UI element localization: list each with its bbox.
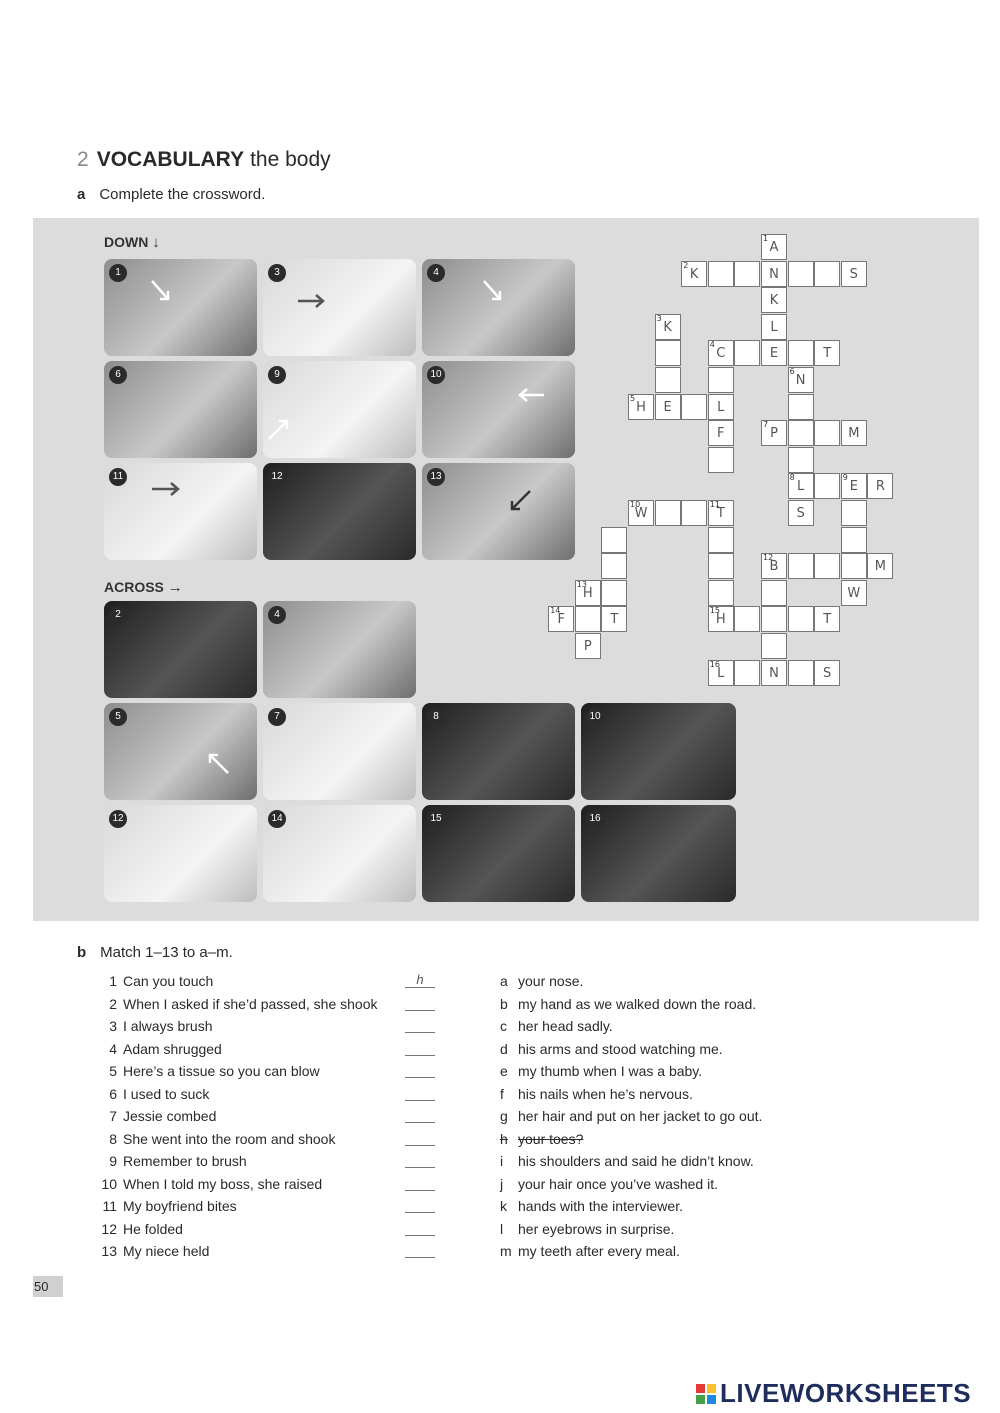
item-text: your toes? xyxy=(518,1130,584,1147)
item-number: 6 xyxy=(109,1085,117,1102)
picture-number: 7 xyxy=(268,708,286,726)
crossword-cell[interactable] xyxy=(601,606,627,632)
across-picture-16 xyxy=(581,805,736,902)
item-letter: l xyxy=(500,1220,504,1237)
down-label xyxy=(104,234,160,251)
crossword-cell[interactable] xyxy=(708,606,734,632)
cell-letter: S xyxy=(849,266,858,282)
across-picture-15 xyxy=(422,805,575,902)
cell-letter: N xyxy=(769,266,779,282)
clue-number: 4 xyxy=(709,340,715,350)
cell-letter: L xyxy=(717,665,725,681)
across-picture-2 xyxy=(104,601,257,698)
clue-number: 12 xyxy=(763,553,774,563)
across-picture-7 xyxy=(263,703,416,800)
item-number: 2 xyxy=(109,995,117,1012)
crossword-cell[interactable] xyxy=(814,473,840,499)
crossword-cell[interactable] xyxy=(814,420,840,446)
crossword-cell[interactable] xyxy=(681,261,707,287)
item-text: When I asked if she’d passed, she shook xyxy=(123,995,378,1012)
item-text: his shoulders and said he didn’t know. xyxy=(518,1153,754,1169)
item-letter: i xyxy=(500,1153,504,1169)
match-left-item xyxy=(97,1240,497,1263)
across-picture-8 xyxy=(422,703,575,800)
cell-letter: R xyxy=(875,479,885,495)
down-picture-1 xyxy=(104,259,257,356)
crossword-cell[interactable] xyxy=(708,261,734,287)
item-text: I used to suck xyxy=(123,1085,210,1102)
item-text: Adam shrugged xyxy=(123,1040,222,1057)
crossword-cell[interactable] xyxy=(761,261,787,287)
answer-blank[interactable] xyxy=(405,1086,435,1101)
arrow-right-icon: → xyxy=(167,579,183,596)
cell-letter: A xyxy=(769,240,779,255)
page-number: 50 xyxy=(33,1276,63,1297)
match-right-item xyxy=(500,1240,960,1263)
crossword-cell[interactable] xyxy=(841,580,867,606)
picture-number: 12 xyxy=(268,468,286,486)
crossword-cell[interactable] xyxy=(867,473,893,499)
match-right-item xyxy=(500,1218,960,1241)
crossword-cell[interactable] xyxy=(788,261,814,287)
across-picture-14 xyxy=(263,805,416,902)
clue-number: 2 xyxy=(683,260,689,270)
cell-letter: M xyxy=(848,426,860,442)
crossword-cell[interactable] xyxy=(761,553,787,579)
item-letter: g xyxy=(500,1108,508,1124)
answer-blank[interactable] xyxy=(405,1108,435,1123)
crossword-cell[interactable] xyxy=(628,500,654,526)
match-left-item xyxy=(97,1060,497,1083)
crossword-cell[interactable] xyxy=(841,473,867,499)
clue-number: 10 xyxy=(630,500,641,509)
cell-letter: H xyxy=(715,612,726,628)
clue-number: 11 xyxy=(709,500,720,509)
cell-letter: H xyxy=(582,585,593,601)
item-letter: k xyxy=(500,1198,507,1214)
crossword-cell[interactable] xyxy=(655,314,681,340)
clue-number: 1 xyxy=(763,234,769,243)
picture-number: 5 xyxy=(109,708,127,726)
cell-letter: P xyxy=(583,639,592,654)
clue-number: 7 xyxy=(763,420,769,430)
crossword-cell[interactable] xyxy=(761,420,787,446)
picture-number: 3 xyxy=(268,264,286,282)
crossword-cell[interactable] xyxy=(841,527,867,553)
part-a-instruction xyxy=(77,186,265,203)
crossword-cell[interactable] xyxy=(708,340,734,366)
cell-letter: E xyxy=(663,399,672,415)
cell-letter: P xyxy=(770,426,778,442)
match-right-item xyxy=(500,1105,960,1128)
cell-letter: F xyxy=(717,426,725,442)
picture-number: 4 xyxy=(427,264,445,282)
clue-number: 15 xyxy=(709,606,720,616)
cell-letter: T xyxy=(610,612,619,628)
crossword-cell[interactable] xyxy=(814,660,840,686)
down-picture-6 xyxy=(104,361,257,458)
picture-number: 16 xyxy=(586,810,604,828)
item-letter: h xyxy=(500,1130,508,1147)
match-right-item xyxy=(500,993,960,1016)
item-text: Remember to brush xyxy=(123,1153,247,1169)
cell-letter: S xyxy=(823,665,832,681)
item-text: She went into the room and shook xyxy=(123,1130,336,1147)
match-right-item xyxy=(500,1038,960,1061)
match-left-item xyxy=(97,1150,497,1173)
down-label-text: DOWN xyxy=(104,234,149,250)
clue-number: 13 xyxy=(576,579,587,589)
section-heading: VOCABULARY xyxy=(96,148,245,171)
item-number: 11 xyxy=(102,1198,117,1214)
crossword-cell[interactable] xyxy=(708,394,734,420)
item-number: 3 xyxy=(109,1018,117,1034)
footer-logo xyxy=(696,1378,971,1409)
down-picture-4 xyxy=(422,259,575,356)
picture-number: 6 xyxy=(109,366,127,384)
across-picture-10 xyxy=(581,703,736,800)
crossword-cell[interactable] xyxy=(681,500,707,526)
item-text: her hair and put on her jacket to go out. xyxy=(518,1108,763,1124)
picture-number: 8 xyxy=(427,708,445,726)
clue-number: 3 xyxy=(656,313,662,323)
across-picture-4 xyxy=(263,601,416,698)
crossword-cell[interactable] xyxy=(761,660,787,686)
crossword-cell[interactable] xyxy=(708,660,734,686)
picture-number: 4 xyxy=(268,606,286,624)
item-text: my hand as we walked down the road. xyxy=(518,995,757,1012)
across-picture-5 xyxy=(104,703,257,800)
across-label xyxy=(104,579,183,596)
cell-letter: W xyxy=(847,585,861,601)
item-letter: c xyxy=(500,1018,507,1034)
item-text: Jessie combed xyxy=(123,1108,217,1124)
item-text: his arms and stood watching me. xyxy=(518,1040,723,1057)
section-topic: the body xyxy=(250,148,331,171)
crossword-cell[interactable] xyxy=(708,447,734,473)
crossword-cell[interactable] xyxy=(814,261,840,287)
item-number: 10 xyxy=(101,1175,117,1192)
match-right-item xyxy=(500,1173,960,1196)
match-right-item xyxy=(500,1150,960,1173)
down-picture-13 xyxy=(422,463,575,560)
across-picture-12 xyxy=(104,805,257,902)
item-number: 8 xyxy=(109,1130,117,1147)
cell-letter: M xyxy=(874,559,886,575)
picture-number: 13 xyxy=(427,468,445,486)
crossword-cell[interactable] xyxy=(761,287,787,313)
item-text: hands with the interviewer. xyxy=(518,1198,683,1214)
item-letter: j xyxy=(500,1175,504,1192)
down-picture-11 xyxy=(104,463,257,560)
crossword-cell[interactable] xyxy=(867,553,893,579)
item-number: 4 xyxy=(109,1040,117,1057)
match-right-item xyxy=(500,1015,960,1038)
crossword-cell[interactable] xyxy=(708,367,734,393)
crossword-cell[interactable] xyxy=(708,500,734,526)
answer-blank[interactable] xyxy=(405,1243,435,1258)
item-text: He folded xyxy=(123,1220,183,1237)
crossword-cell[interactable] xyxy=(761,633,787,659)
picture-number: 10 xyxy=(427,366,445,384)
answer-blank[interactable] xyxy=(405,1131,435,1146)
match-right-item xyxy=(500,1195,960,1218)
item-text: When I told my boss, she raised xyxy=(123,1175,323,1192)
cell-letter: K xyxy=(769,293,779,309)
item-letter: d xyxy=(500,1040,508,1057)
clue-number: 6 xyxy=(789,367,795,376)
picture-number: 10 xyxy=(586,708,604,726)
match-left-item xyxy=(97,1105,497,1128)
cell-letter: L xyxy=(717,399,725,415)
item-number: 12 xyxy=(101,1220,117,1237)
item-text: your hair once you’ve washed it. xyxy=(518,1175,718,1192)
part-a-text: Complete the crossword. xyxy=(99,186,266,203)
answer-blank[interactable] xyxy=(405,1041,435,1056)
item-number: 13 xyxy=(101,1243,117,1259)
cell-letter: S xyxy=(796,506,805,521)
crossword-cell[interactable] xyxy=(734,606,760,632)
picture-number: 12 xyxy=(109,810,127,828)
down-picture-9 xyxy=(263,361,416,458)
crossword-cell[interactable] xyxy=(655,367,681,393)
part-a-letter: a xyxy=(77,186,86,203)
match-left-item xyxy=(97,993,497,1016)
crossword-cell[interactable] xyxy=(655,500,681,526)
picture-number: 2 xyxy=(109,606,127,624)
item-text: his nails when he’s nervous. xyxy=(518,1085,693,1102)
crossword-cell[interactable] xyxy=(761,606,787,632)
crossword-cell[interactable] xyxy=(708,527,734,553)
clue-number: 8 xyxy=(789,473,795,483)
crossword-cell[interactable] xyxy=(788,367,814,393)
clue-number: 16 xyxy=(709,659,720,669)
item-text: your nose. xyxy=(518,973,584,989)
crossword-cell[interactable] xyxy=(734,340,760,366)
item-text: her eyebrows in surprise. xyxy=(518,1220,675,1237)
match-left-item xyxy=(97,970,497,993)
part-b-instruction xyxy=(77,944,233,961)
item-text: My niece held xyxy=(123,1243,210,1259)
crossword-cell[interactable] xyxy=(788,660,814,686)
item-number: 7 xyxy=(109,1108,117,1124)
crossword-cell[interactable] xyxy=(788,394,814,420)
match-left-item xyxy=(97,1195,497,1218)
picture-number: 15 xyxy=(427,810,445,828)
item-letter: e xyxy=(500,1063,508,1079)
crossword-cell[interactable] xyxy=(814,606,840,632)
crossword-cell[interactable] xyxy=(708,553,734,579)
crossword-cell[interactable] xyxy=(814,553,840,579)
item-text: my thumb when I was a baby. xyxy=(518,1063,703,1079)
cell-letter: W xyxy=(634,506,648,521)
match-right-item xyxy=(500,1060,960,1083)
crossword-cell[interactable] xyxy=(788,473,814,499)
crossword-cell[interactable] xyxy=(788,606,814,632)
crossword-cell[interactable] xyxy=(761,580,787,606)
crossword-cell[interactable] xyxy=(761,314,787,340)
match-right-item xyxy=(500,1128,960,1151)
match-right-list xyxy=(500,970,960,1263)
item-letter: a xyxy=(500,973,508,989)
footer-logo-text: LIVEWORKSHEETS xyxy=(720,1378,972,1408)
crossword-cell[interactable] xyxy=(575,633,601,659)
clue-number: 9 xyxy=(842,473,848,483)
answer-blank[interactable] xyxy=(405,1198,435,1213)
crossword-cell[interactable] xyxy=(841,553,867,579)
item-text: Can you touch xyxy=(123,973,214,989)
item-letter: m xyxy=(500,1243,512,1259)
crossword-cell[interactable] xyxy=(841,420,867,446)
item-letter: b xyxy=(500,995,508,1012)
down-picture-10 xyxy=(422,361,575,458)
part-b-letter: b xyxy=(77,944,87,961)
match-left-item xyxy=(97,1015,497,1038)
crossword-cell[interactable] xyxy=(761,234,787,260)
crossword-cell[interactable] xyxy=(601,580,627,606)
cell-letter: K xyxy=(689,266,699,282)
crossword-cell[interactable] xyxy=(575,606,601,632)
crossword-cell[interactable] xyxy=(814,340,840,366)
item-text: I always brush xyxy=(123,1018,213,1034)
section-title xyxy=(77,148,331,172)
item-text: her head sadly. xyxy=(518,1018,613,1034)
crossword-cell[interactable] xyxy=(788,500,814,526)
cell-letter: T xyxy=(823,612,832,628)
down-picture-3 xyxy=(263,259,416,356)
crossword-cell[interactable] xyxy=(601,553,627,579)
liveworksheets-logo-icon xyxy=(696,1384,716,1404)
item-text: my teeth after every meal. xyxy=(518,1243,680,1259)
crossword-cell[interactable] xyxy=(708,580,734,606)
item-number: 1 xyxy=(109,973,117,989)
match-left-item xyxy=(97,1218,497,1241)
down-picture-12 xyxy=(263,463,416,560)
crossword-cell[interactable] xyxy=(788,420,814,446)
answer-blank[interactable] xyxy=(405,1221,435,1236)
match-left-item xyxy=(97,1173,497,1196)
answer-blank[interactable] xyxy=(405,1018,435,1033)
match-left-list xyxy=(97,970,497,1263)
crossword-cell[interactable] xyxy=(734,660,760,686)
cell-letter: E xyxy=(769,346,779,362)
crossword-cell[interactable] xyxy=(841,261,867,287)
crossword-cell[interactable] xyxy=(681,394,707,420)
section-number: 2 xyxy=(77,148,89,171)
crossword-cell[interactable] xyxy=(655,394,681,420)
cell-letter: N xyxy=(795,373,806,388)
cell-letter: C xyxy=(716,346,726,362)
item-letter: f xyxy=(500,1085,504,1102)
cell-letter: E xyxy=(849,479,858,495)
answer-blank[interactable] xyxy=(405,996,435,1011)
cell-letter: T xyxy=(823,346,832,362)
part-b-text: Match 1–13 to a–m. xyxy=(100,944,233,961)
crossword-cell[interactable] xyxy=(841,500,867,526)
crossword-cell[interactable] xyxy=(655,340,681,366)
crossword-cell[interactable] xyxy=(601,527,627,553)
crossword-cell[interactable] xyxy=(734,261,760,287)
clue-number: 5 xyxy=(630,393,636,403)
picture-number: 9 xyxy=(268,366,286,384)
item-text: My boyfriend bites xyxy=(123,1198,237,1214)
cell-letter: T xyxy=(716,506,725,521)
match-right-item xyxy=(500,970,960,993)
cell-letter: L xyxy=(770,319,778,335)
cell-letter: B xyxy=(769,559,779,575)
crossword-cell[interactable] xyxy=(575,580,601,606)
picture-number: 1 xyxy=(109,264,127,282)
answer-blank[interactable] xyxy=(405,1176,435,1191)
picture-number: 14 xyxy=(268,810,286,828)
crossword-cell[interactable] xyxy=(708,420,734,446)
arrow-down-icon: ↓ xyxy=(152,234,160,251)
crossword-cell[interactable] xyxy=(761,340,787,366)
item-text: Here’s a tissue so you can blow xyxy=(123,1063,320,1079)
answer-blank[interactable]: h xyxy=(405,973,435,988)
match-right-item xyxy=(500,1083,960,1106)
crossword-cell[interactable] xyxy=(788,553,814,579)
cell-letter: H xyxy=(636,399,646,415)
cell-letter: N xyxy=(769,665,779,681)
cell-letter: F xyxy=(557,612,565,628)
crossword-cell[interactable] xyxy=(788,340,814,366)
match-left-item xyxy=(97,1038,497,1061)
match-left-item xyxy=(97,1128,497,1151)
item-number: 9 xyxy=(109,1153,117,1169)
cell-letter: K xyxy=(663,319,672,335)
crossword-cell[interactable] xyxy=(548,606,574,632)
picture-number: 11 xyxy=(109,468,127,486)
item-number: 5 xyxy=(109,1063,117,1079)
answer-blank[interactable] xyxy=(405,1063,435,1078)
crossword-cell[interactable] xyxy=(628,394,654,420)
across-label-text: ACROSS xyxy=(104,579,164,595)
match-left-item xyxy=(97,1083,497,1106)
crossword-cell[interactable] xyxy=(788,447,814,473)
answer-blank[interactable] xyxy=(405,1153,435,1168)
cell-letter: L xyxy=(796,479,805,495)
clue-number: 14 xyxy=(550,606,561,616)
